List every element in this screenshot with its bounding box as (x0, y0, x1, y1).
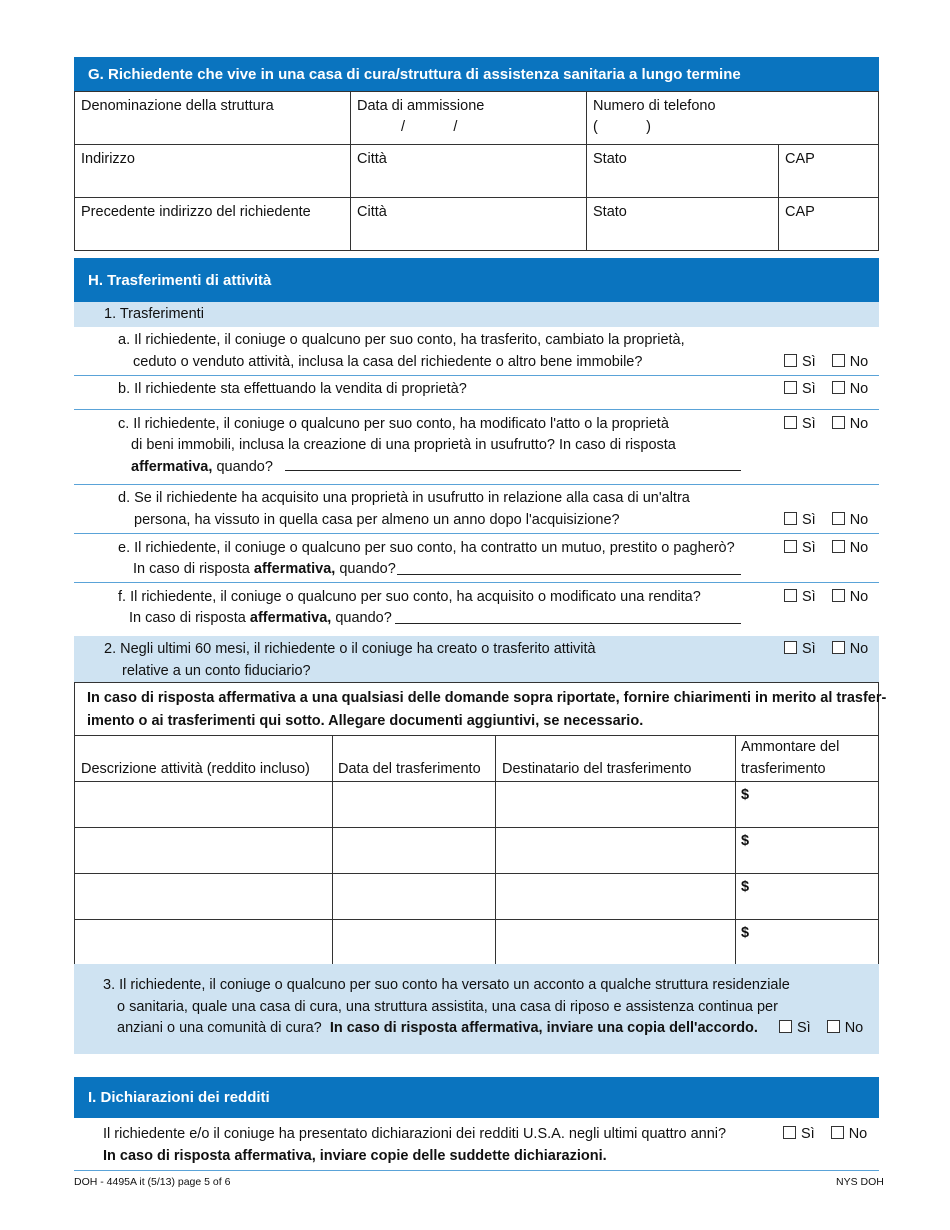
divider (74, 375, 879, 376)
column-amount-line1: Ammontare del (741, 739, 840, 755)
phone-parens: ( ) (593, 119, 651, 135)
explanation-line2: imento o ai trasferimenti qui sotto. Allegare documenti aggiuntivi, se necessario. (87, 713, 644, 729)
question-e-options (784, 537, 868, 559)
amount-dollar-3: $ (741, 879, 750, 895)
question-f-no[interactable]: No (832, 586, 869, 608)
question-f-yes[interactable]: Sì (784, 586, 816, 608)
question-2-band (74, 636, 879, 682)
question-e-no[interactable]: No (832, 537, 869, 559)
checkbox-icon (832, 416, 845, 429)
question-3-no[interactable]: No (827, 1017, 864, 1039)
question-c-yes[interactable]: Sì (784, 413, 816, 435)
tax-returns-instruction: In caso di risposta affermativa, inviare copie delle suddette dichiarazioni. (103, 1148, 607, 1164)
column-description: Descrizione attività (reddito incluso) (81, 761, 310, 777)
admission-date-slashes: / / (401, 119, 458, 135)
amount-dollar-2: $ (741, 833, 750, 849)
divider (74, 533, 879, 534)
explanation-box (74, 682, 887, 736)
question-a-line2: ceduto o venduto attività, inclusa la casa del richiedente o altro bene immobile? (133, 354, 643, 370)
section-i-header: I. Dichiarazioni dei redditi (74, 1077, 879, 1118)
divider (74, 409, 879, 410)
question-f-options (784, 586, 868, 608)
question-e-line2: In caso di risposta affermativa, quando? (133, 561, 396, 577)
question-3-line2: o sanitaria, quale una casa di cura, una struttura assistita, una casa di riposo e assistenza continua per (117, 999, 778, 1015)
question-3-options (779, 1017, 863, 1039)
amount-dollar-4: $ (741, 925, 750, 941)
checkbox-icon (784, 381, 797, 394)
question-e-yes[interactable]: Sì (784, 537, 816, 559)
address-field[interactable] (74, 144, 351, 198)
previous-state-label: Stato (593, 204, 627, 220)
zip-label: CAP (785, 151, 815, 167)
column-recipient: Destinatario del trasferimento (502, 761, 692, 777)
question-c-line1: c. Il richiedente, il coniuge o qualcuno per suo conto, ha modificato l'atto o la proprietà (118, 416, 669, 432)
column-date: Data del trasferimento (338, 761, 481, 777)
city-field[interactable] (350, 144, 587, 198)
question-c-options (784, 413, 868, 435)
question-c-line3: affermativa, quando? (131, 459, 273, 475)
tax-returns-yes[interactable]: Sì (783, 1123, 815, 1145)
question-3-band (74, 964, 879, 1054)
question-e-when-input[interactable] (397, 574, 741, 575)
transfer-table (74, 735, 879, 965)
previous-city-label: Città (357, 204, 387, 220)
checkbox-icon (832, 354, 845, 367)
previous-state-field[interactable] (586, 197, 779, 251)
amount-dollar-1: $ (741, 787, 750, 803)
question-a-no[interactable]: No (832, 351, 869, 373)
previous-address-field[interactable] (74, 197, 351, 251)
checkbox-icon (779, 1020, 792, 1033)
table-cell-input[interactable] (496, 782, 735, 827)
table-cell-input[interactable] (333, 782, 495, 827)
checkbox-icon (832, 641, 845, 654)
facility-name-field[interactable] (74, 91, 351, 145)
question-3-line3: anziani o una comunità di cura? In caso di risposta affermativa, inviare una copia dell'accordo. (117, 1020, 758, 1036)
section-h-header: H. Trasferimenti di attività (74, 258, 879, 302)
question-3-line1: 3. Il richiedente, il coniuge o qualcuno per suo conto ha versato un acconto a qualche struttura residenziale (103, 977, 790, 993)
question-c-no[interactable]: No (832, 413, 869, 435)
previous-address-label: Precedente indirizzo del richiedente (81, 204, 311, 220)
checkbox-icon (831, 1126, 844, 1139)
checkbox-icon (832, 589, 845, 602)
question-f-when-input[interactable] (395, 623, 741, 624)
checkbox-icon (832, 512, 845, 525)
question-a-yes[interactable]: Sì (784, 351, 816, 373)
previous-zip-label: CAP (785, 204, 815, 220)
question-c-line2: di beni immobili, inclusa la creazione di una proprietà in usufrutto? In caso di risposta (131, 437, 676, 453)
question-f-line1: f. Il richiedente, il coniuge o qualcuno per suo conto, ha acquisito o modificato una rendita? (118, 589, 701, 605)
question-d-yes[interactable]: Sì (784, 509, 816, 531)
question-d-line2: persona, ha vissuto in quella casa per almeno un anno dopo l'acquisizione? (134, 512, 620, 528)
question-d-no[interactable]: No (832, 509, 869, 531)
transfers-subheader (74, 302, 879, 327)
question-3-yes[interactable]: Sì (779, 1017, 811, 1039)
state-label: Stato (593, 151, 627, 167)
question-a-options (784, 351, 868, 373)
divider (74, 1170, 879, 1171)
divider (74, 484, 879, 485)
checkbox-icon (784, 641, 797, 654)
checkbox-icon (783, 1126, 796, 1139)
phone-label: Numero di telefono (593, 98, 716, 114)
question-b-options (784, 378, 868, 400)
checkbox-icon (832, 381, 845, 394)
address-label: Indirizzo (81, 151, 135, 167)
checkbox-icon (784, 540, 797, 553)
question-2-yes[interactable]: Sì (784, 638, 816, 660)
question-c-when-input[interactable] (285, 470, 741, 471)
question-2-options (784, 638, 868, 660)
agency-label: NYS DOH (836, 1176, 884, 1188)
explanation-line1: In caso di risposta affermativa a una qualsiasi delle domande sopra riportate, fornire chiarimenti in merito al trasfer- (87, 690, 887, 706)
question-d-options (784, 509, 868, 531)
transfers-title: 1. Trasferimenti (104, 306, 204, 322)
question-2-no[interactable]: No (832, 638, 869, 660)
previous-city-field[interactable] (350, 197, 587, 251)
city-label: Città (357, 151, 387, 167)
tax-returns-question: Il richiedente e/o il coniuge ha presentato dichiarazioni dei redditi U.S.A. negli ultimi quattro anni? (103, 1126, 727, 1142)
admission-date-field[interactable] (350, 91, 587, 145)
question-f-line2: In caso di risposta affermativa, quando? (129, 610, 392, 626)
question-d-line1: d. Se il richiedente ha acquisito una proprietà in usufrutto in relazione alla casa di un'altra (118, 490, 690, 506)
question-2-line2: relative a un conto fiduciario? (122, 663, 311, 679)
facility-name-label: Denominazione della struttura (81, 98, 274, 114)
state-field[interactable] (586, 144, 779, 198)
zip-field[interactable] (778, 144, 879, 198)
divider (74, 582, 879, 583)
checkbox-icon (784, 354, 797, 367)
question-b-line1: b. Il richiedente sta effettuando la vendita di proprietà? (118, 381, 467, 397)
checkbox-icon (784, 512, 797, 525)
table-cell-input[interactable] (736, 782, 878, 827)
form-id: DOH - 4495A it (5/13) page 5 of 6 (74, 1176, 231, 1188)
question-b-yes[interactable]: Sì (784, 378, 816, 400)
question-b-no[interactable]: No (832, 378, 869, 400)
table-cell-input[interactable] (75, 782, 332, 827)
question-a-line1: a. Il richiedente, il coniuge o qualcuno per suo conto, ha trasferito, cambiato la proprietà, (118, 332, 685, 348)
tax-returns-no[interactable]: No (831, 1123, 868, 1145)
checkbox-icon (827, 1020, 840, 1033)
column-amount-line2: trasferimento (741, 761, 826, 777)
checkbox-icon (832, 540, 845, 553)
admission-date-label: Data di ammissione (357, 98, 485, 114)
checkbox-icon (784, 416, 797, 429)
phone-field[interactable] (586, 91, 879, 145)
question-e-line1: e. Il richiedente, il coniuge o qualcuno per suo conto, ha contratto un mutuo, prestito o pagherò? (118, 540, 735, 556)
question-2-line1: 2. Negli ultimi 60 mesi, il richiedente o il coniuge ha creato o trasferito attività (104, 641, 596, 657)
checkbox-icon (784, 589, 797, 602)
previous-zip-field[interactable] (778, 197, 879, 251)
tax-returns-options (783, 1123, 867, 1145)
section-g-header: G. Richiedente che vive in una casa di cura/struttura di assistenza sanitaria a lungo termine (74, 57, 879, 92)
